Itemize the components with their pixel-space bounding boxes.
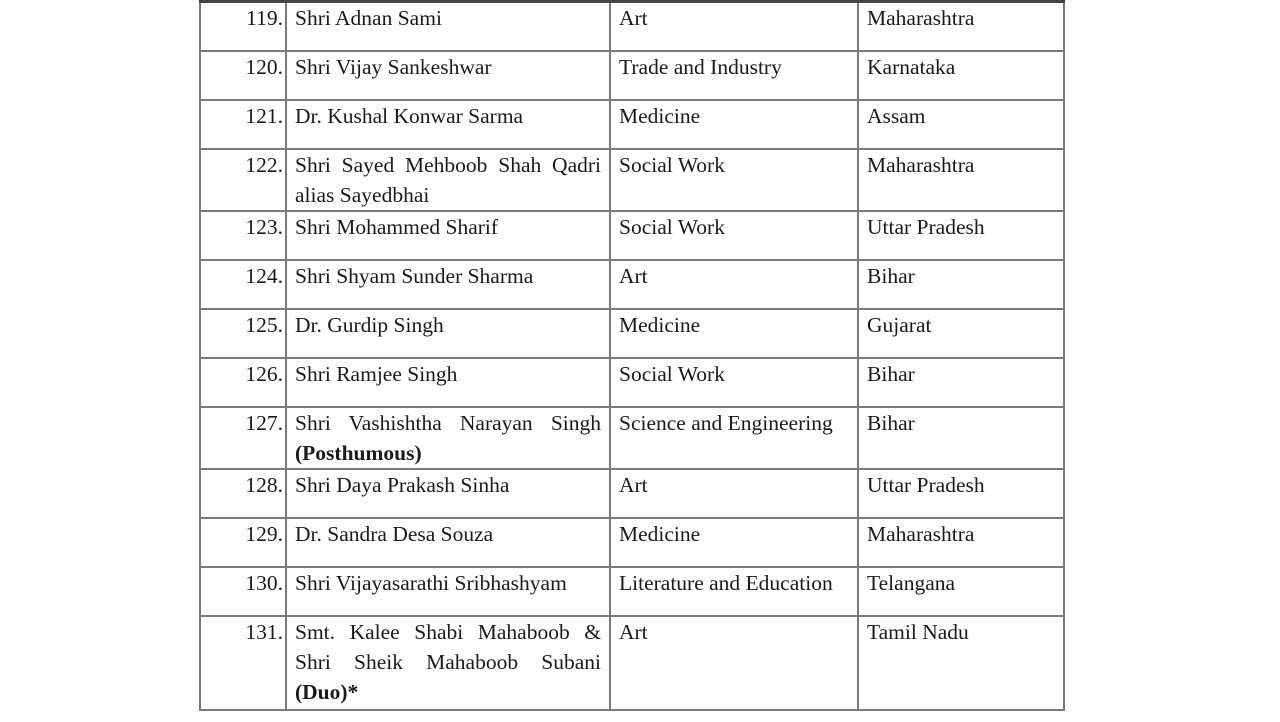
- field-cell: Medicine: [610, 309, 858, 358]
- state-cell: Maharashtra: [858, 2, 1064, 52]
- posthumous-note: (Posthumous): [295, 441, 422, 465]
- serial-number: 130.: [200, 567, 286, 616]
- state-cell: Uttar Pradesh: [858, 211, 1064, 260]
- field-cell: Medicine: [610, 100, 858, 149]
- state-cell: Telangana: [858, 567, 1064, 616]
- state-cell: Assam: [858, 100, 1064, 149]
- table-row: [200, 260, 1064, 309]
- awardees-table: [199, 0, 1065, 711]
- field-cell: Medicine: [610, 518, 858, 567]
- table-row: [200, 407, 1064, 469]
- awardee-name: Shri Ramjee Singh: [286, 358, 610, 407]
- awardee-name: Shri Shyam Sunder Sharma: [286, 260, 610, 309]
- serial-number: 121.: [200, 100, 286, 149]
- table-row: [200, 309, 1064, 358]
- state-cell: Bihar: [858, 260, 1064, 309]
- serial-number: 126.: [200, 358, 286, 407]
- serial-number: 119.: [200, 2, 286, 52]
- table-row: [200, 211, 1064, 260]
- serial-number: 124.: [200, 260, 286, 309]
- table-row: [200, 358, 1064, 407]
- state-cell: Uttar Pradesh: [858, 469, 1064, 518]
- serial-number: 122.: [200, 149, 286, 211]
- field-cell: Trade and Industry: [610, 51, 858, 100]
- table-row: [200, 469, 1064, 518]
- field-cell: Literature and Education: [610, 567, 858, 616]
- awardee-name: Shri Sayed Mehboob Shah Qadri alias Sayedbhai: [286, 149, 610, 211]
- field-cell: Art: [610, 260, 858, 309]
- table-row: [200, 100, 1064, 149]
- state-cell: Maharashtra: [858, 518, 1064, 567]
- serial-number: 123.: [200, 211, 286, 260]
- awardee-name: Shri Daya Prakash Sinha: [286, 469, 610, 518]
- table-row: [200, 2, 1064, 52]
- table-row: [200, 149, 1064, 211]
- awardee-name: Dr. Kushal Konwar Sarma: [286, 100, 610, 149]
- field-cell: Art: [610, 616, 858, 710]
- awardee-name: Shri Mohammed Sharif: [286, 211, 610, 260]
- table-row: [200, 567, 1064, 616]
- field-cell: Science and Engineering: [610, 407, 858, 469]
- field-cell: Social Work: [610, 358, 858, 407]
- serial-number: 128.: [200, 469, 286, 518]
- field-cell: Social Work: [610, 211, 858, 260]
- field-cell: Art: [610, 469, 858, 518]
- awardee-name: Smt. Kalee Shabi Mahaboob & Shri Sheik Mahaboob Subani (Duo)*: [286, 616, 610, 710]
- duo-note: (Duo)*: [295, 680, 359, 704]
- serial-number: 125.: [200, 309, 286, 358]
- awardee-name: Shri Vijayasarathi Sribhashyam: [286, 567, 610, 616]
- awardee-name: Shri Adnan Sami: [286, 2, 610, 52]
- table-row: [200, 51, 1064, 100]
- awardee-name: Shri Vashishtha Narayan Singh (Posthumous): [286, 407, 610, 469]
- serial-number: 131.: [200, 616, 286, 710]
- state-cell: Karnataka: [858, 51, 1064, 100]
- serial-number: 129.: [200, 518, 286, 567]
- state-cell: Tamil Nadu: [858, 616, 1064, 710]
- field-cell: Art: [610, 2, 858, 52]
- serial-number: 120.: [200, 51, 286, 100]
- state-cell: Maharashtra: [858, 149, 1064, 211]
- table-row: [200, 518, 1064, 567]
- serial-number: 127.: [200, 407, 286, 469]
- state-cell: Gujarat: [858, 309, 1064, 358]
- field-cell: Social Work: [610, 149, 858, 211]
- table-row: [200, 616, 1064, 710]
- awardee-name: Dr. Sandra Desa Souza: [286, 518, 610, 567]
- state-cell: Bihar: [858, 358, 1064, 407]
- awardee-name: Shri Vijay Sankeshwar: [286, 51, 610, 100]
- state-cell: Bihar: [858, 407, 1064, 469]
- awardee-name: Dr. Gurdip Singh: [286, 309, 610, 358]
